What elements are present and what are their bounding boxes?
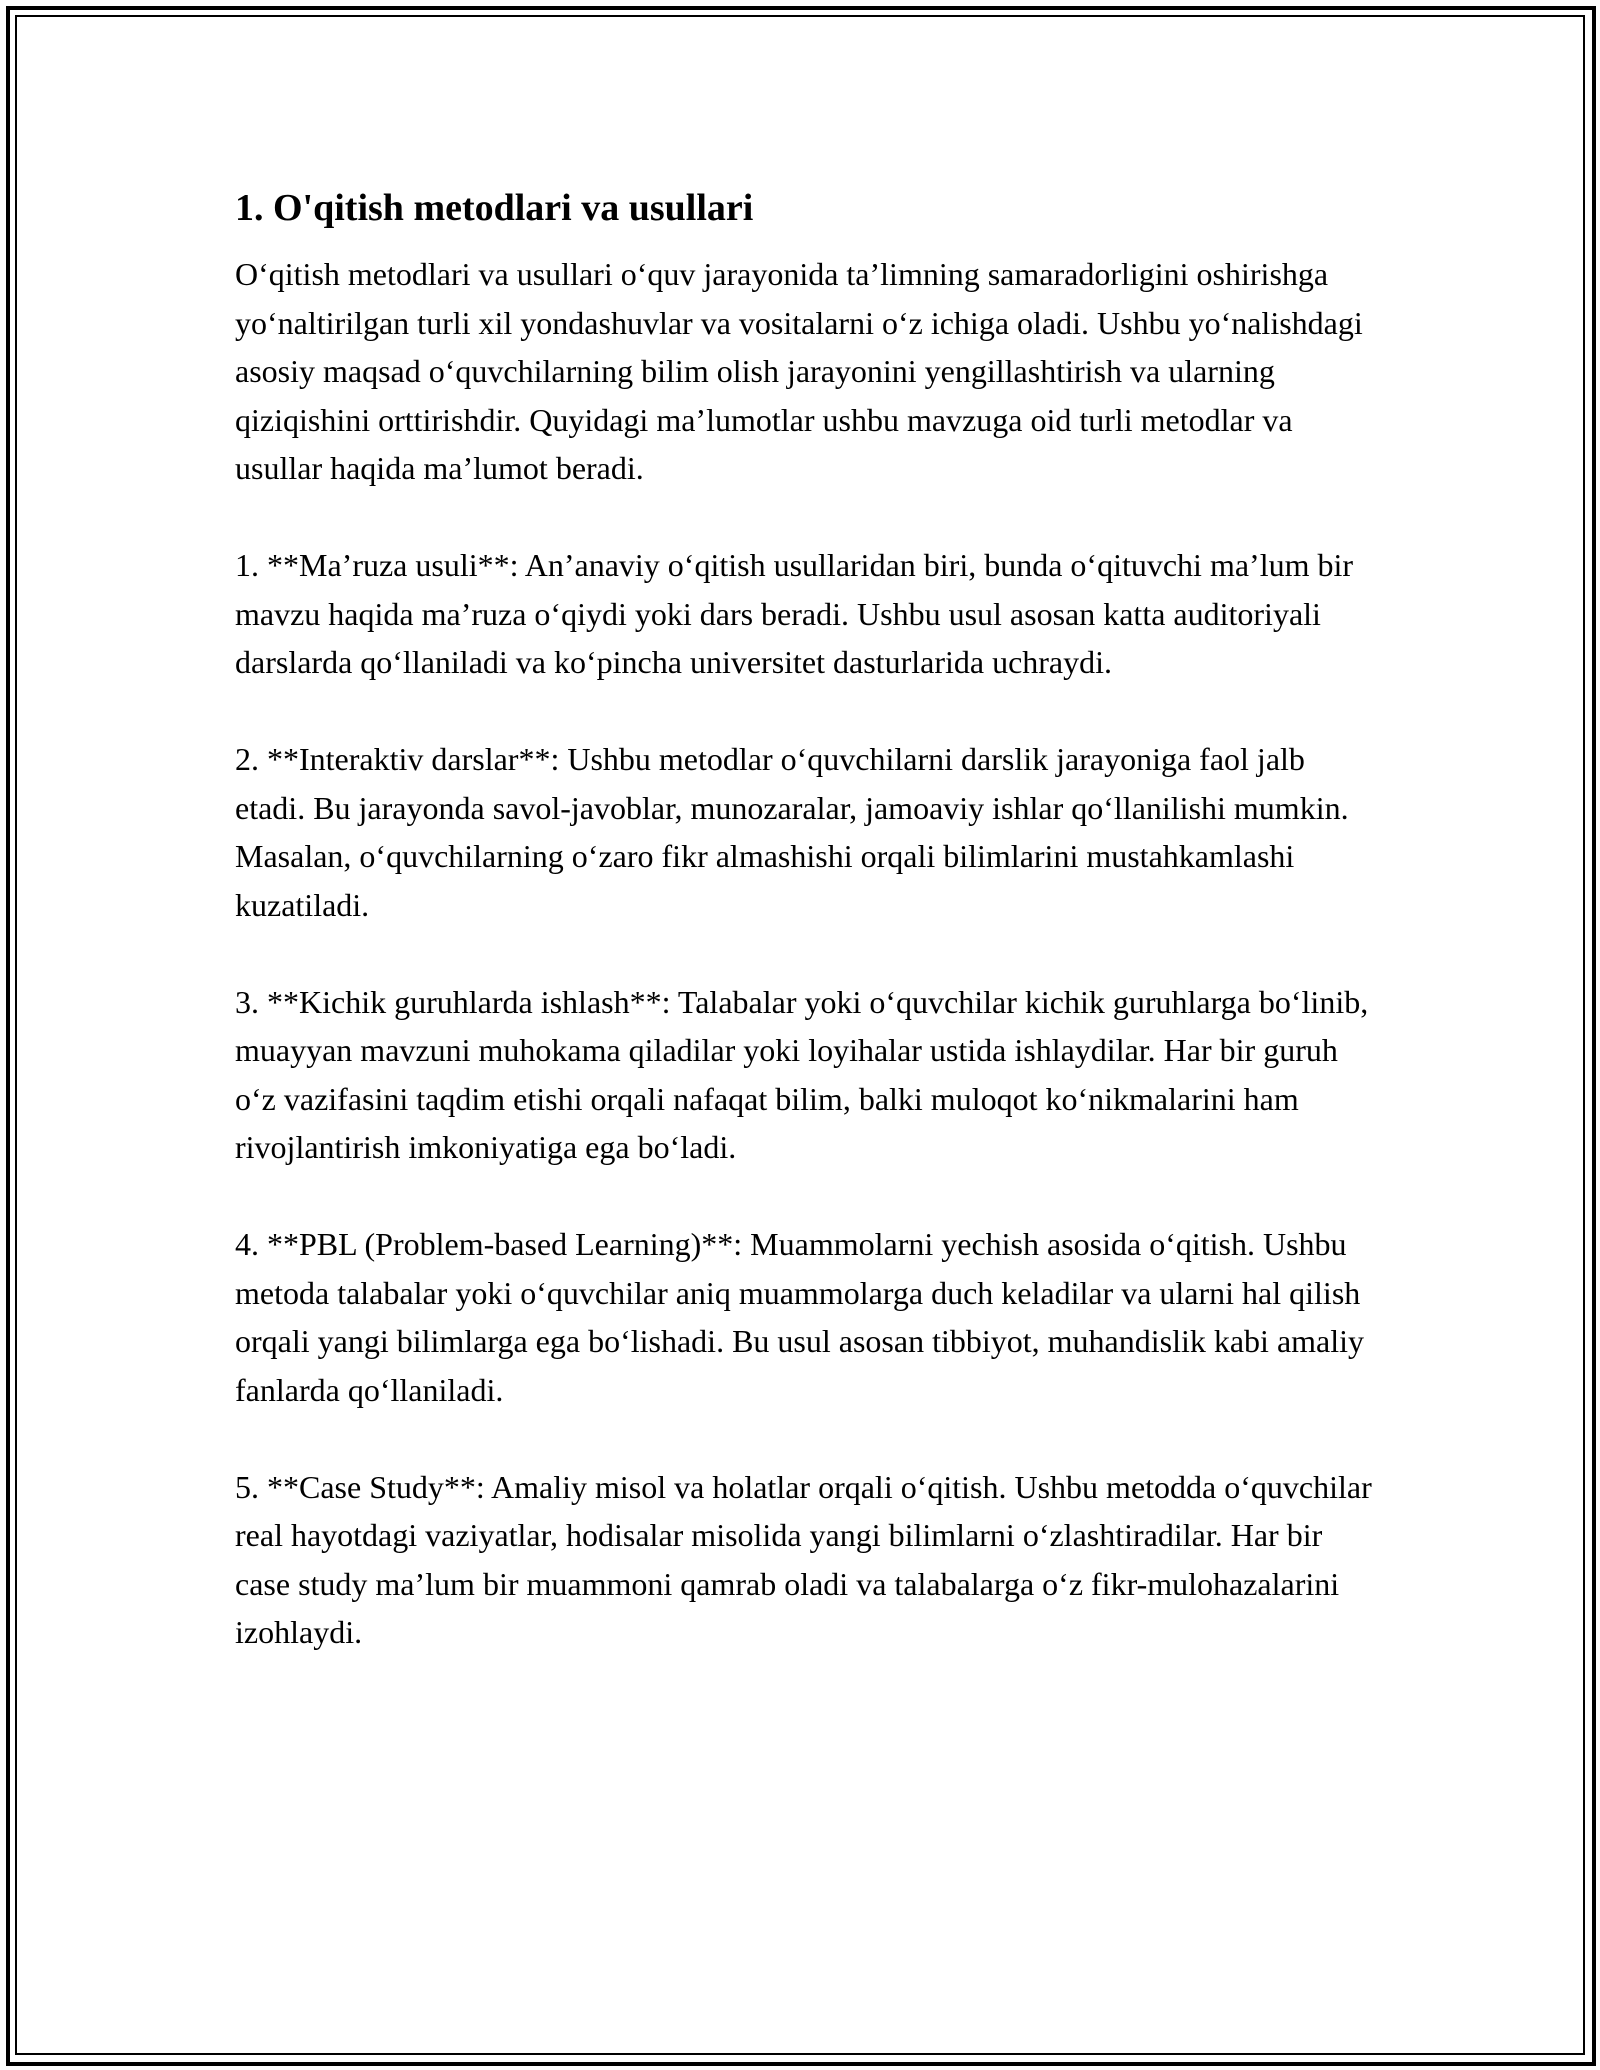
method-item-lecture: 1. **Ma’ruza usuli**: An’anaviy o‘qitish usullaridan biri, bunda o‘qituvchi ma’lum bir mavzu haqida ma’ruza o‘qiydi yoki dars beradi. Ushbu usul asosan katta auditoriyali darslarda qo‘llaniladi va ko‘pincha universitet dasturlarida uchraydi. — [235, 547, 1362, 680]
document-body — [235, 180, 1380, 1705]
method-item-small-groups: 3. **Kichik guruhlarda ishlash**: Talabalar yoki o‘quvchilar kichik guruhlarga bo‘linib, muayyan mavzuni muhokama qiladilar yoki loyihalar ustida ishlaydilar. Har bir guruh o‘z vazifasini taqdim etishi orqali nafaqat bilim, balki muloqot ko‘nikmalarini ham rivojlantirish imkoniyatiga ega bo‘ladi. — [235, 983, 1377, 1165]
method-item-pbl: 4. **PBL (Problem-based Learning)**: Muammolarni yechish asosida o‘qitish. Ushbu metoda talabalar yoki o‘quvchilar aniq muammolarga duch keladilar va ularni hal qilish orqali yangi bilimlarga ega bo‘lishadi. Bu usul asosan tibbiyot, muhandislik kabi amaliy fanlarda qo‘llaniladi. — [235, 1226, 1373, 1408]
section-heading: 1. O'qitish metodlari va usullari — [235, 187, 754, 229]
method-item-interactive: 2. **Interaktiv darslar**: Ushbu metodlar o‘quvchilarni darslik jarayoniga faol jalb etadi. Bu jarayonda savol-javoblar, munozaralar, jamoaviy ishlar qo‘llanilishi mumkin. Masalan, o‘quvchilarning o‘zaro fikr almashishi orqali bilimlarini mustahkamlashi kuzatiladi. — [235, 741, 1357, 923]
method-item-case-study: 5. **Case Study**: Amaliy misol va holatlar orqali o‘qitish. Ushbu metodda o‘quvchilar real hayotdagi vaziyatlar, hodisalar misolida yangi bilimlarni o‘zlashtiradilar. Har bir case study ma’lum bir muammoni qamrab oladi va talabalarga o‘z fikr-mulohazalarini izohlaydi. — [235, 1468, 1380, 1650]
intro-paragraph: O‘qitish metodlari va usullari o‘quv jarayonida ta’limning samaradorligini oshirishga yo‘naltirilgan turli xil yondashuvlar va vositalarni o‘z ichiga oladi. Ushbu yo‘nalishdagi asosiy maqsad o‘quvchilarning bilim olish jarayonini yengillashtirish va ularning qiziqishini orttirishdir. Quyidagi ma’lumotlar ushbu mavzuga oid turli metodlar va usullar haqida ma’lumot beradi. — [235, 256, 1371, 486]
